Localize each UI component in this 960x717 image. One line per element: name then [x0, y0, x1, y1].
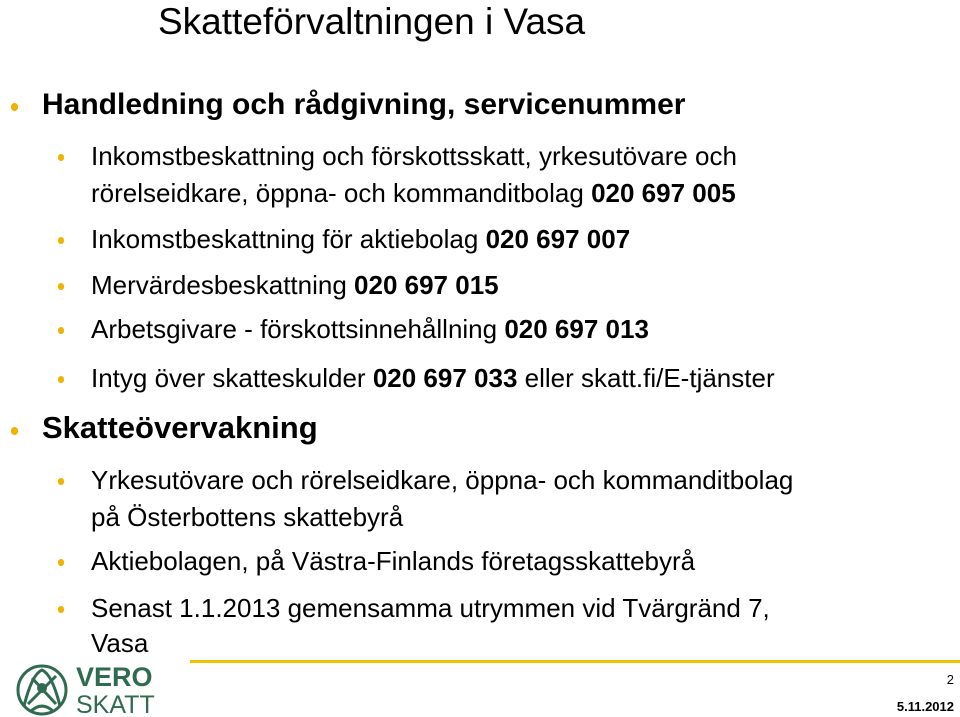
bullet-icon — [58, 237, 64, 244]
phone-number: 020 697 007 — [485, 224, 631, 254]
bullet-icon — [58, 478, 64, 485]
list-item-line: Inkomstbeskattning och förskottsskatt, yrkesutövare och — [91, 141, 737, 171]
item-text: Arbetsgivare - förskottsinnehållning — [91, 314, 505, 344]
list-item-line: Yrkesutövare och rörelseidkare, öppna- och kommanditbolag — [91, 465, 794, 495]
bullet-icon — [58, 376, 64, 383]
item-text: Inkomstbeskattning för aktiebolag — [91, 224, 486, 254]
logo-text-vero: VERO — [76, 662, 153, 692]
list-item-line: Aktiebolagen, på Västra-Finlands företagsskattebyrå — [91, 546, 696, 576]
item-text: Mervärdesbeskattning — [91, 270, 355, 300]
list-item — [91, 362, 775, 394]
list-item-line: Senast 1.1.2013 gemensamma utrymmen vid Tvärgränd 7, — [91, 593, 770, 623]
vero-skatt-logo — [10, 660, 186, 717]
footer-rule — [190, 660, 960, 663]
section-heading-servicenummer: Handledning och rådgivning, servicenummer — [42, 88, 686, 121]
phone-number: 020 697 033 — [372, 363, 518, 393]
item-text: rörelseidkare, öppna- och kommanditbolag — [91, 178, 592, 208]
logo-text-skatt: SKATT — [76, 691, 155, 717]
crest-icon — [18, 666, 66, 714]
list-item — [91, 223, 630, 255]
list-item-line — [91, 177, 736, 209]
phone-number: 020 697 005 — [591, 178, 736, 208]
phone-number: 020 697 015 — [354, 270, 499, 300]
bullet-icon — [58, 559, 64, 566]
phone-number: 020 697 013 — [504, 314, 649, 344]
item-suffix: eller skatt.fi/E-tjänster — [517, 363, 775, 393]
bullet-icon — [11, 427, 18, 435]
bullet-icon — [58, 327, 64, 334]
bullet-icon — [11, 103, 18, 111]
slide-date: 5.11.2012 — [896, 699, 954, 714]
bullet-icon — [58, 606, 64, 613]
page-number: 2 — [946, 672, 954, 687]
list-item-line: på Österbottens skattebyrå — [91, 502, 404, 532]
bullet-icon — [58, 154, 64, 161]
item-text: Intyg över skatteskulder — [91, 363, 373, 393]
list-item — [91, 313, 649, 345]
list-item — [91, 269, 499, 301]
slide-title: Skatteförvaltningen i Vasa — [158, 1, 586, 42]
section-heading-skatteovervakning: Skatteövervakning — [42, 410, 318, 445]
bullet-icon — [58, 283, 64, 290]
list-item-line: Vasa — [91, 628, 149, 658]
